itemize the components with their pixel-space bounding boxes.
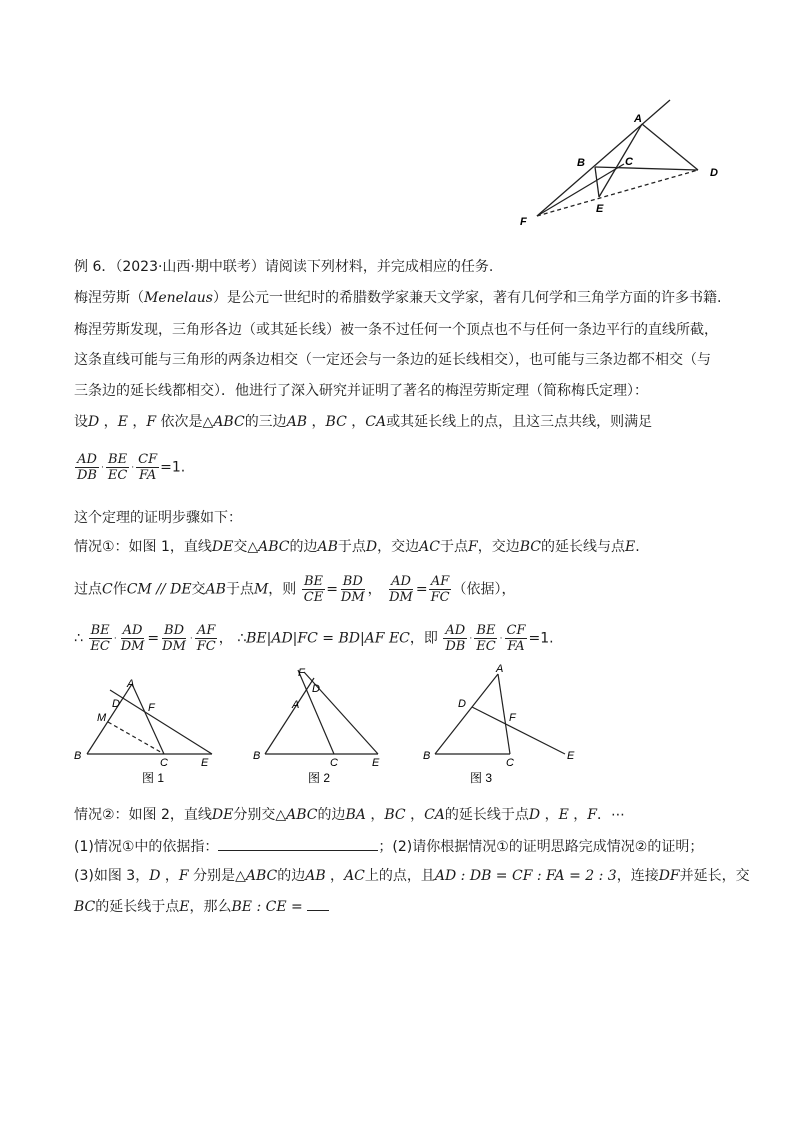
text: 的延长线与点 [540, 539, 625, 555]
text: 过点 [74, 581, 102, 598]
fraction-ad-dm [387, 574, 415, 605]
equals: = [147, 630, 160, 647]
intro-paragraph-3: 这条直线可能与三角形的两条边相交（一定还会与一条边的延长线相交），也可能与三条边都不相交（与 [74, 352, 711, 368]
equals-one: =1. [528, 630, 554, 647]
text: ，交边 [377, 539, 420, 555]
numerator: BE [90, 623, 110, 638]
denominator: EC [90, 639, 110, 654]
fraction-ad-dm [119, 623, 147, 654]
denominator: FC [430, 590, 450, 605]
text: ，即 [409, 630, 438, 647]
sym: F [178, 868, 189, 884]
equals: = [415, 581, 428, 598]
numerator: AD [445, 623, 466, 638]
proof-line-2 [74, 574, 516, 605]
menelaus-formula: $\frac{AD}{DB}$ · $\frac{BE}{EC}$ · $\frac{CF}{FA}$ =1. [77, 452, 186, 483]
line-f-to-c [537, 164, 624, 216]
sep: ， [367, 581, 382, 598]
text: ）是公元一世纪时的希腊数学家兼天文学家，著有几何学和三角学方面的许多书籍. [212, 290, 722, 306]
numerator: BE [303, 574, 323, 589]
figure-1 [70, 672, 230, 792]
text: （依据）， [452, 581, 516, 598]
sym: AB [205, 581, 226, 598]
line-de [472, 707, 565, 754]
numerator: BD [342, 574, 363, 589]
sep: ， [218, 630, 233, 647]
denominator: DB [77, 468, 97, 483]
task-3-line-2 [74, 897, 329, 917]
sym: E [624, 539, 636, 555]
numerator: BE [476, 623, 496, 638]
intro-paragraph-4: 三条边的延长线都相交）．他进行了深入研究并证明了著名的梅涅劳斯定理（简称梅氏定理）： [74, 383, 648, 399]
sym: E [558, 807, 569, 823]
sym: BA [345, 807, 366, 823]
denominator: DM [340, 590, 365, 605]
case-1-statement [74, 537, 640, 557]
sym: CA [365, 414, 387, 430]
text: 或其延长线上的点，且这三点共线，则满足 [386, 414, 653, 430]
therefore-symbol: ∴ [237, 630, 247, 647]
triangle-abc: △ABC [235, 868, 278, 884]
label-e: E [567, 750, 575, 762]
sym: D [528, 807, 541, 823]
numerator: AF [430, 574, 450, 589]
text: 的边 [277, 868, 306, 884]
sym: DE [211, 807, 234, 823]
sep: ， [127, 414, 147, 430]
numerator: AD [122, 623, 143, 638]
text: 于点 [337, 539, 366, 555]
numerator: BE [108, 452, 128, 467]
label-c: C [625, 156, 633, 168]
denominator: EC [107, 468, 128, 483]
ratio-be-ce: BE : CE = [231, 899, 303, 915]
task-3-line-1 [74, 866, 750, 886]
text: ，连接 [616, 868, 659, 884]
label-a: A [496, 663, 504, 675]
example-title: 例 6．（2023·山西·期中联考）请阅读下列材料，并完成相应的任务. [74, 259, 494, 275]
label-e: E [596, 203, 604, 215]
proof-line-3: ∴ $\frac{BE}{EC}$ · $\frac{AD}{DM}$ = $\frac{BD}{DM}$ · $\frac{AF}{FC}$ ， ∴BE|AD|FC = BD|AF EC，即 $\frac{AD}{DB}$ · $\frac{BE}{EC}$ · $\frac{CF}{FA}$ =1. [74, 623, 554, 654]
fraction-cf-fa [136, 452, 159, 483]
intro-paragraph-2: 梅涅劳斯发现，三角形各边（或其延长线）被一条不过任何一个顶点也不与任何一条边平行的直线所截， [74, 322, 718, 338]
text: ，交边 [477, 539, 520, 555]
label-b: B [423, 750, 431, 762]
triangle-abc: △ABC [275, 807, 318, 823]
label-f: F [520, 216, 527, 228]
triangle-abc: △ABC [202, 414, 245, 430]
label-a: A [634, 113, 642, 125]
text: 情况②：如图 2，直线 [74, 807, 212, 823]
label-d: D [112, 698, 120, 710]
caption-fig-1: 图 1 [142, 771, 165, 785]
sym: C [102, 581, 113, 598]
text: ；(2)请你根据情况①的证明思路完成情况②的证明； [378, 839, 704, 855]
intro-paragraph-1 [74, 288, 721, 308]
label-b: B [577, 157, 585, 169]
equals: = [326, 581, 338, 598]
numerator: CF [138, 452, 158, 467]
text: ．⋯ [597, 807, 626, 823]
sym: AB [286, 414, 308, 430]
label-b: B [253, 750, 261, 762]
numerator: CF [506, 623, 526, 638]
sep: ， [540, 807, 559, 823]
figure-3 [418, 662, 588, 792]
sym: M [253, 581, 269, 598]
text: 上的点，且 [364, 868, 435, 884]
text: 的延长线于点 [95, 899, 180, 915]
text: 依次是 [160, 414, 203, 430]
denominator: DM [389, 590, 413, 605]
dashed-cm [108, 722, 164, 754]
sym: DF [658, 868, 680, 884]
denominator: DM [120, 639, 145, 654]
sym: F [146, 414, 157, 430]
answer-blank-ratio[interactable] [307, 910, 329, 911]
text: (3)如图 3， [74, 868, 150, 884]
text: 于点 [225, 581, 254, 598]
text: (1)情况①中的依据指： [74, 839, 219, 855]
sep: ， [568, 807, 588, 823]
period: . [180, 459, 186, 476]
sym: BC [384, 807, 406, 823]
label-a: A [127, 678, 135, 690]
label-m: M [97, 712, 107, 724]
denominator: EC [476, 639, 496, 654]
label-e: E [372, 757, 380, 769]
sym: F [587, 807, 598, 823]
text: 于点 [439, 539, 468, 555]
fraction-be-ce [302, 574, 325, 605]
figure-2 [248, 662, 398, 792]
sym: CA [424, 807, 445, 823]
sep: ， [160, 868, 179, 884]
sym: AB [317, 539, 338, 555]
side-ba [87, 684, 132, 754]
sym: AC [419, 539, 440, 555]
sym: D [149, 868, 161, 884]
fraction-be-ec [88, 623, 111, 654]
numerator: AF [197, 623, 216, 638]
caption-fig-2: 图 2 [308, 771, 331, 785]
sep: ， [405, 807, 425, 823]
line-e-to-a [599, 124, 642, 197]
label-c: C [330, 757, 338, 769]
line-de [110, 690, 212, 754]
text: 分别交 [233, 807, 276, 823]
sep: ， [325, 868, 345, 884]
text: . [635, 539, 640, 555]
text: 交 [191, 581, 206, 598]
top-figure [510, 95, 735, 230]
side-ab [435, 674, 498, 754]
sym: D [365, 539, 378, 555]
text: 的三边 [244, 414, 287, 430]
label-f: F [298, 667, 305, 679]
fraction-cf-fa [505, 623, 528, 654]
caption-fig-3: 图 3 [470, 771, 493, 785]
denominator: FA [139, 468, 157, 483]
product-equation: BE|AD|FC = BD|AF EC [246, 630, 410, 647]
sym: BC [519, 539, 541, 555]
label-e: E [201, 757, 209, 769]
fraction-ad-db [443, 623, 467, 654]
answer-blank-basis[interactable] [218, 850, 378, 851]
denominator: FA [507, 639, 525, 654]
sep: ， [365, 807, 385, 823]
text: ，那么 [189, 899, 232, 915]
label-d: D [312, 683, 320, 695]
text: 梅涅劳斯（ [74, 290, 144, 306]
text: 情况①：如图 1，直线 [74, 539, 212, 555]
parallel-statement: CM // DE [126, 581, 192, 598]
sym: AB [305, 868, 326, 884]
task-1-2 [74, 837, 703, 857]
sym: E [179, 899, 190, 915]
sym: D [88, 414, 100, 430]
sym: E [117, 414, 128, 430]
label-c: C [506, 757, 514, 769]
equals-one: =1 [160, 459, 181, 476]
numerator: BD [164, 623, 185, 638]
side-ac [132, 684, 164, 754]
label-d: D [710, 167, 718, 179]
denominator: FC [196, 639, 216, 654]
denominator: DM [162, 639, 186, 654]
sym: F [467, 539, 478, 555]
given-ratio: AD : DB = CF : FA = 2 : 3 [434, 868, 617, 884]
text: 的延长线于点 [444, 807, 529, 823]
fraction-be-ec [474, 623, 497, 654]
line-a-to-d [642, 124, 698, 170]
numerator: AD [391, 574, 411, 589]
triangle-abc: △ABC [247, 539, 290, 555]
sym: DE [211, 539, 234, 555]
label-f: F [148, 702, 155, 714]
menelaus-name: Menelaus [144, 290, 213, 306]
text: 的边 [317, 807, 346, 823]
sym: BC [325, 414, 347, 430]
text: 作 [112, 581, 127, 598]
label-d: D [458, 698, 466, 710]
therefore-symbol: ∴ [74, 630, 83, 647]
label-a: A [292, 699, 300, 711]
label-c: C [160, 757, 168, 769]
text: ，则 [268, 581, 297, 598]
label-f: F [509, 712, 516, 724]
text: 分别是 [193, 868, 236, 884]
fraction-bd-dm [339, 574, 367, 605]
sym: BC [74, 899, 96, 915]
fraction-ad-db [75, 452, 99, 483]
theorem-statement [74, 412, 652, 432]
sep: ， [307, 414, 326, 430]
fraction-af-fc [195, 623, 218, 654]
sep: ， [99, 414, 118, 430]
text: 的边 [289, 539, 318, 555]
line-f-to-d-dashed [537, 170, 698, 216]
fraction-af-fc [429, 574, 452, 605]
label-b: B [74, 750, 82, 762]
line-b-to-e [595, 167, 599, 197]
text: 设 [74, 414, 88, 430]
case-2-statement [74, 805, 625, 825]
line-b-to-d [595, 167, 698, 170]
denominator: DB [445, 639, 466, 654]
fraction-be-ec [106, 452, 129, 483]
numerator: AD [77, 452, 97, 467]
proof-intro: 这个定理的证明步骤如下： [74, 510, 242, 526]
denominator: CE [303, 590, 324, 605]
sym: AC [344, 868, 365, 884]
sep: ， [346, 414, 366, 430]
text: 交 [233, 539, 248, 555]
text: 并延长，交 [679, 868, 750, 884]
line-f-to-a [537, 100, 670, 216]
fraction-bd-dm [160, 623, 188, 654]
